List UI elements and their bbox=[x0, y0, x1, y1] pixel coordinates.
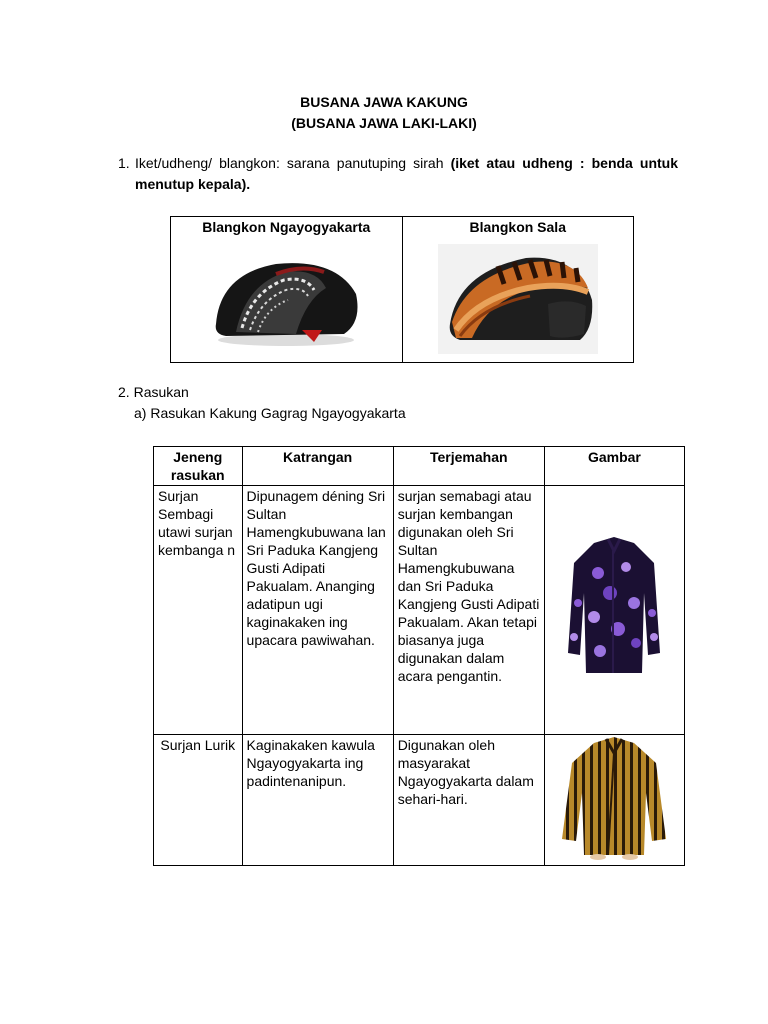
table-row bbox=[154, 735, 685, 866]
blangkon-table bbox=[170, 216, 634, 363]
row-1-name: Surjan Sembagi utawi surjan kembanga n bbox=[154, 486, 243, 735]
section-1-bold: (iket atau udheng : benda untuk menutup kepala). bbox=[135, 155, 679, 192]
rasukan-header-row bbox=[154, 447, 685, 486]
row-2-terjemahan: Digunakan oleh masyarakat Ngayogyakarta dalam sehari-hari. bbox=[393, 735, 544, 866]
section-2-number: 2. bbox=[118, 384, 130, 400]
header-katrangan: Katrangan bbox=[242, 447, 393, 486]
section-1-plain: Iket/udheng/ blangkon: sarana panutuping sirah bbox=[135, 155, 444, 171]
surjan-kembangan-image bbox=[564, 533, 664, 683]
blangkon-sala-header: Blangkon Sala bbox=[469, 219, 566, 235]
row-2-katrangan: Kaginakaken kawula Ngayogyakarta ing padintenanipun. bbox=[242, 735, 393, 866]
blangkon-ngayogyakarta-image bbox=[206, 244, 366, 354]
row-1-gambar bbox=[544, 486, 684, 735]
section-2a-title: a) Rasukan Kakung Gagrag Ngayogyakarta bbox=[134, 405, 406, 421]
row-2-gambar bbox=[544, 735, 684, 866]
section-1-text bbox=[135, 153, 678, 195]
surjan-lurik-image bbox=[558, 735, 670, 861]
section-2 bbox=[118, 384, 189, 400]
header-terjemahan: Terjemahan bbox=[393, 447, 544, 486]
blangkon-ngayogyakarta-cell bbox=[171, 217, 403, 363]
rasukan-table bbox=[153, 446, 685, 866]
section-1-number: 1. bbox=[118, 155, 130, 171]
blangkon-ngayogyakarta-header: Blangkon Ngayogyakarta bbox=[202, 219, 371, 235]
row-1-terjemahan: surjan semabagi atau surjan kembangan digunakan oleh Sri Sultan Hamengkubuwana dan Sri Paduka Kangjeng Gusti Adipati Pakualam. Akan tetapi biasanya juga digunakan dalam acara pengantin. bbox=[393, 486, 544, 735]
row-1-katrangan: Dipunagem déning Sri Sultan Hamengkubuwana lan Sri Paduka Kangjeng Gusti Adipati Pakualam. Ananging adatipun ugi kaginakaken ing upacara pawiwahan. bbox=[242, 486, 393, 735]
section-2-title: Rasukan bbox=[133, 384, 189, 400]
header-gambar: Gambar bbox=[544, 447, 684, 486]
blangkon-sala-image bbox=[438, 244, 598, 354]
section-1 bbox=[118, 153, 678, 195]
document-subtitle: (BUSANA JAWA LAKI-LAKI) bbox=[291, 115, 477, 131]
header-jeneng-rasukan: Jeneng rasukan bbox=[154, 447, 243, 486]
row-2-name: Surjan Lurik bbox=[154, 735, 243, 866]
blangkon-sala-cell bbox=[402, 217, 634, 363]
document-title: BUSANA JAWA KAKUNG bbox=[300, 94, 468, 110]
table-row bbox=[154, 486, 685, 735]
